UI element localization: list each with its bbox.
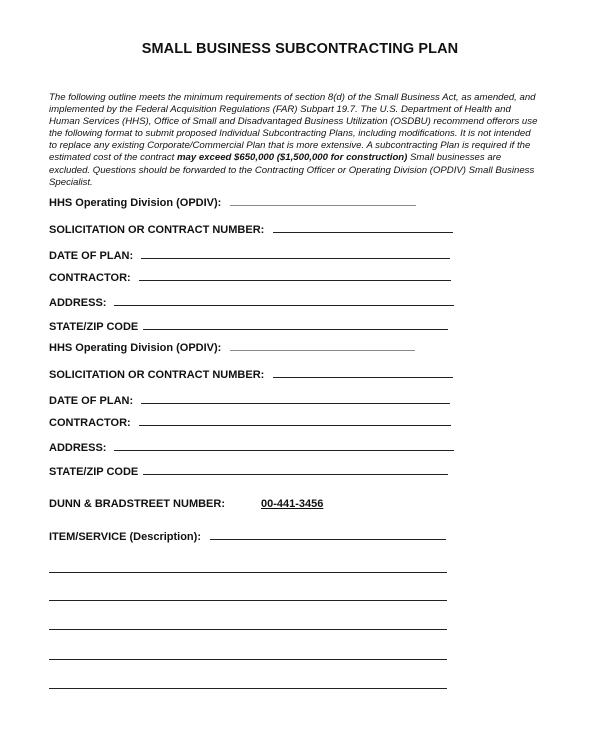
- solicitation-contract-number-field[interactable]: [273, 222, 453, 233]
- hhs-opdiv-field[interactable]: [230, 195, 416, 206]
- address-row-2: [49, 440, 454, 455]
- duns-label: DUNN & BRADSTREET NUMBER:: [49, 498, 225, 510]
- intro-text: excluded. Questions should be forwarded to the Contracting Officer or Operating Division (OPDIV) Small Business: [49, 164, 535, 176]
- intro-line: [49, 152, 554, 164]
- address-field-2[interactable]: [114, 440, 454, 451]
- description-line-4[interactable]: [49, 659, 447, 660]
- intro-text: Small businesses are: [407, 152, 502, 164]
- intro-text: Human Services (HHS), Office of Small and Disadvantaged Business Utilization (OSDBU) recommend offerors use: [49, 116, 538, 128]
- item-service-row: [49, 529, 446, 544]
- solicitation-contract-number-label: SOLICITATION OR CONTRACT NUMBER:: [49, 224, 265, 236]
- state-zip-code-row: [49, 319, 448, 334]
- intro-line: [49, 116, 554, 128]
- date-of-plan-row: [49, 248, 450, 263]
- date-of-plan-field-2[interactable]: [141, 393, 450, 404]
- contractor-field-2[interactable]: [139, 415, 451, 426]
- intro-paragraph: [49, 92, 554, 189]
- state-zip-code-field-2[interactable]: [143, 464, 448, 475]
- intro-line: [49, 92, 554, 104]
- address-row: [49, 295, 454, 310]
- contractor-label-2: CONTRACTOR:: [49, 417, 131, 429]
- hhs-opdiv-row: [49, 195, 416, 210]
- intro-text: implemented by the Federal Acquisition Regulations (FAR) Subpart 19.7. The U.S. Department of Health and: [49, 104, 511, 116]
- solicitation-contract-number-label-2: SOLICITATION OR CONTRACT NUMBER:: [49, 369, 265, 381]
- description-line-1[interactable]: [49, 572, 447, 573]
- date-of-plan-field[interactable]: [141, 248, 450, 259]
- state-zip-code-label: STATE/ZIP CODE: [49, 321, 139, 333]
- intro-line: [49, 165, 554, 177]
- intro-text: estimated cost of the contract: [49, 152, 177, 164]
- item-service-label: ITEM/SERVICE (Description):: [49, 531, 201, 543]
- date-of-plan-label: DATE OF PLAN:: [49, 250, 134, 262]
- contractor-row: [49, 270, 451, 285]
- intro-line: [49, 128, 554, 140]
- intro-line: [49, 104, 554, 116]
- intro-line: [49, 177, 554, 189]
- solicitation-contract-number-row-2: [49, 367, 453, 382]
- contractor-label: CONTRACTOR:: [49, 272, 131, 284]
- description-line-5[interactable]: [49, 688, 447, 689]
- description-line-2[interactable]: [49, 600, 447, 601]
- hhs-opdiv-row-2: [49, 340, 415, 355]
- description-line-3[interactable]: [49, 629, 447, 630]
- intro-text: The following outline meets the minimum requirements of section 8(d) of the Small Business Act, as amended, and: [49, 92, 536, 103]
- duns-value: 00-441-3456: [261, 498, 324, 510]
- item-service-field[interactable]: [210, 529, 446, 540]
- page-title: SMALL BUSINESS SUBCONTRACTING PLAN: [141, 41, 459, 57]
- hhs-opdiv-label: HHS Operating Division (OPDIV):: [49, 197, 222, 209]
- intro-emphasis: may exceed $650,000 ($1,500,000 for construction): [176, 152, 408, 164]
- hhs-opdiv-label-2: HHS Operating Division (OPDIV):: [49, 342, 222, 354]
- intro-text: Specialist.: [49, 176, 93, 188]
- solicitation-contract-number-field-2[interactable]: [273, 367, 453, 378]
- contractor-row-2: [49, 415, 451, 430]
- solicitation-contract-number-row: [49, 222, 453, 237]
- contractor-field[interactable]: [139, 270, 451, 281]
- address-field[interactable]: [114, 295, 454, 306]
- state-zip-code-field[interactable]: [143, 319, 448, 330]
- address-label-2: ADDRESS:: [49, 442, 107, 454]
- date-of-plan-row-2: [49, 393, 450, 408]
- intro-text: the following format to submit proposed Individual Subcontracting Plans, including modifications. It is not intended: [49, 128, 531, 140]
- state-zip-code-row-2: [49, 464, 448, 479]
- duns-row: [49, 498, 225, 511]
- intro-line: [49, 140, 554, 152]
- hhs-opdiv-field-2[interactable]: [230, 340, 415, 351]
- state-zip-code-label-2: STATE/ZIP CODE: [49, 466, 139, 478]
- date-of-plan-label-2: DATE OF PLAN:: [49, 395, 134, 407]
- address-label: ADDRESS:: [49, 297, 107, 309]
- intro-text: to replace any existing Corporate/Commercial Plan that is more extensive. A subcontracting Plan is required if the: [49, 140, 531, 152]
